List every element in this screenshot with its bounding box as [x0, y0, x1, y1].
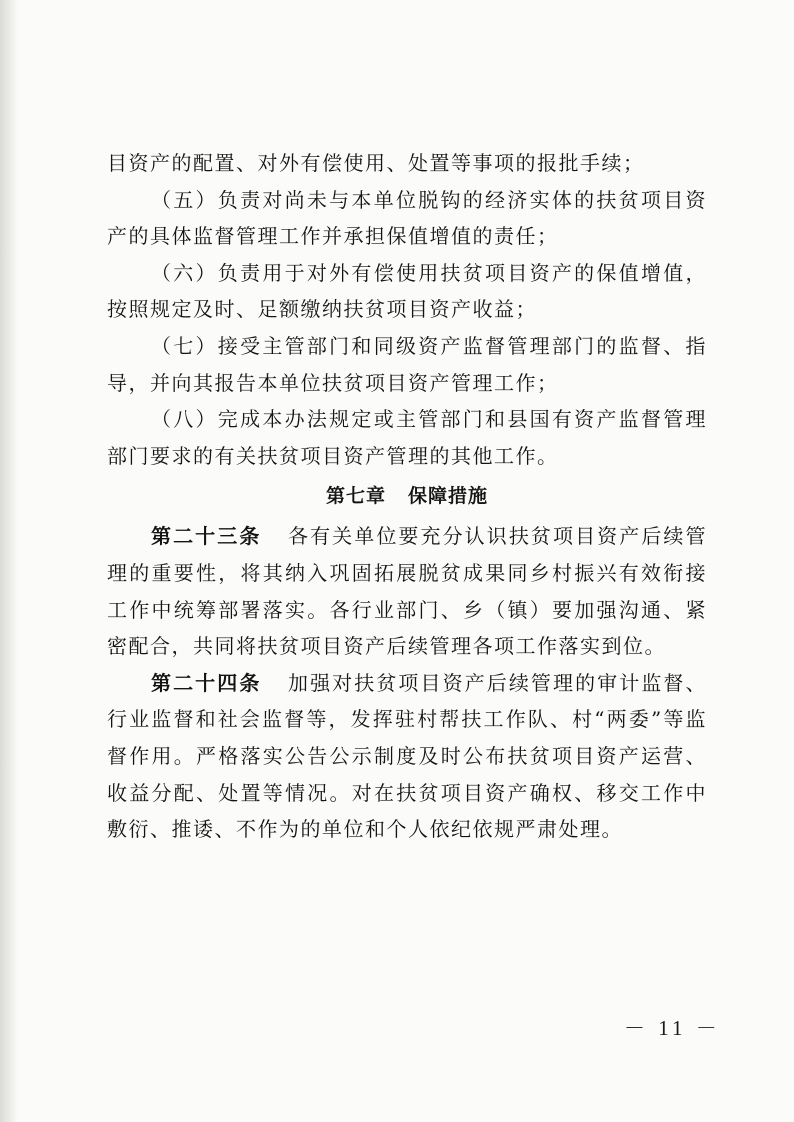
article-24-text: 加强对扶贫项目资产后续管理的审计监督、行业监督和社会监督等，发挥驻村帮扶工作队、村“两委”等监督作用。严格落实公告公示制度及时公布扶贫项目资产运营、收益分配、处置等情况。对在扶贫项目资产确权、移交工作中敷衍、推诿、不作为的单位和个人依纪依规严肃处理。 [107, 670, 708, 842]
chapter-number: 第七章 [325, 485, 386, 508]
article-24-label: 第二十四条 [151, 670, 262, 695]
article-23-text: 各有关单位要充分认识扶贫项目资产后续管理的重要性，将其纳入巩固拓展脱贫成果同乡村振兴有效衔接工作中统筹部署落实。各行业部门、乡（镇）要加强沟通、紧密配合，共同将扶贫项目资产后续管理各项工作落实到位。 [107, 524, 708, 659]
article-24 [107, 665, 707, 848]
paragraph-item-5: （五）负责对尚未与本单位脱钩的经济实体的扶贫项目资产的具体监督管理工作并承担保值增值的责任； [107, 187, 707, 249]
paragraph-continuation: 目资产的配置、对外有偿使用、处置等事项的报批手续； [107, 151, 645, 175]
chapter-heading [107, 474, 707, 518]
article-23 [107, 518, 707, 664]
paragraph-item-7: （七）接受主管部门和同级资产监督管理部门的监督、指导，并向其报告本单位扶贫项目资产管理工作； [107, 333, 707, 395]
article-23-label: 第二十三条 [151, 524, 262, 549]
scan-edge-shadow [0, 0, 18, 1122]
paragraph-item-8: （八）完成本办法规定或主管部门和县国有资产监督管理部门要求的有关扶贫项目资产管理的其他工作。 [107, 407, 707, 468]
document-body [107, 145, 707, 848]
page-number: － 11 － [624, 1016, 721, 1040]
chapter-title: 保障措施 [408, 485, 489, 508]
paragraph-item-6: （六）负责用于对外有偿使用扶贫项目资产的保值增值，按照规定及时、足额缴纳扶贫项目资产收益； [107, 260, 707, 322]
